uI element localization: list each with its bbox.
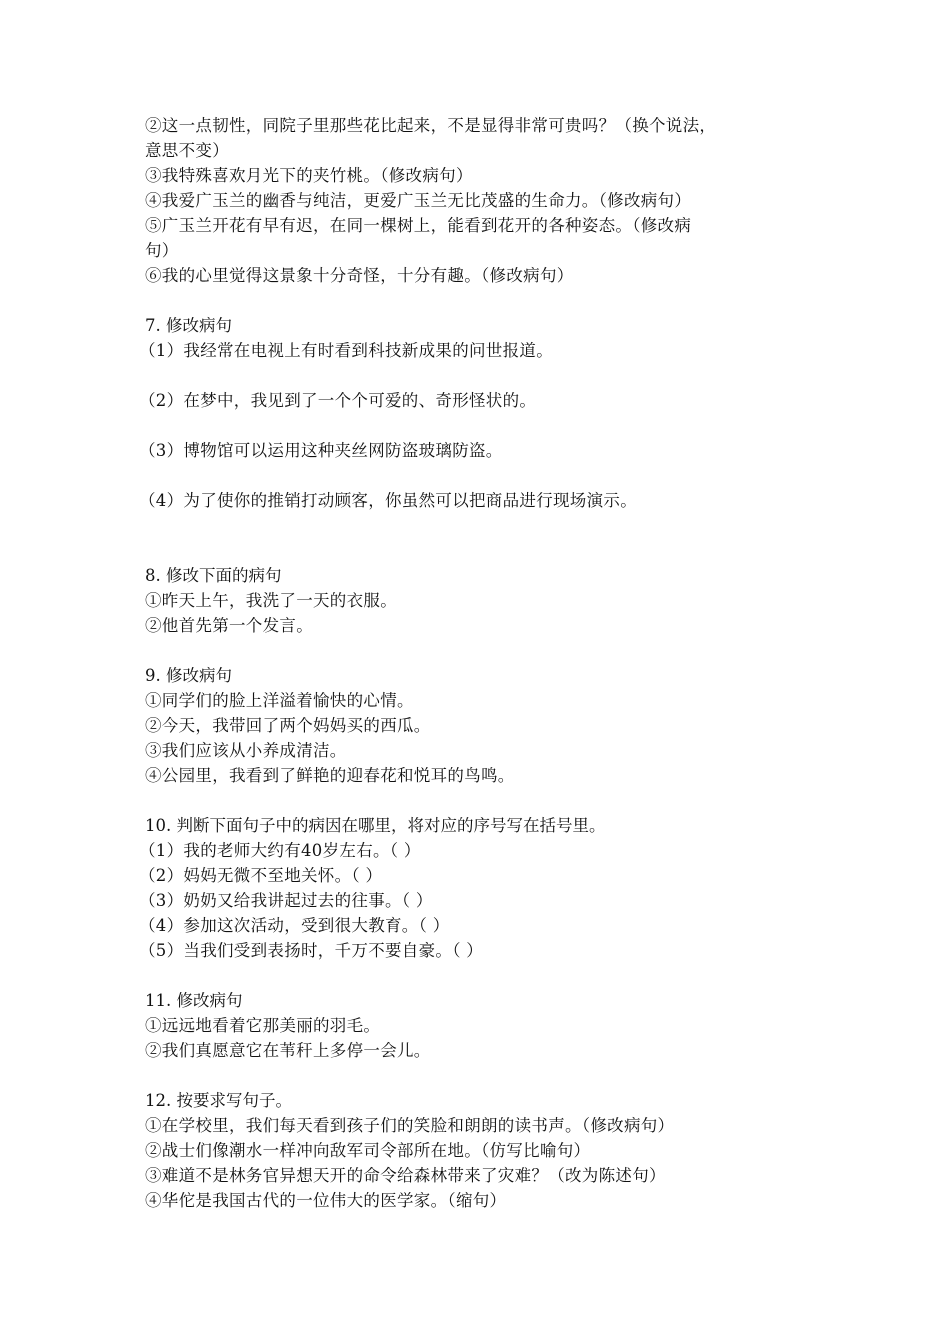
question-9-title: 9. 修改病句	[145, 666, 232, 685]
question-8-item-2: ②他首先第一个发言。	[145, 616, 313, 635]
question-9-item-2: ②今天，我带回了两个妈妈买的西瓜。	[145, 716, 431, 735]
intro-item-4: ④我爱广玉兰的幽香与纯洁，更爱广玉兰无比茂盛的生命力。（修改病句）	[145, 191, 692, 210]
question-10-item-2: （2）妈妈无微不至地关怀。（ ）	[139, 866, 383, 885]
question-9	[145, 663, 825, 788]
intro-section	[145, 113, 825, 288]
question-11-item-2: ②我们真愿意它在苇秆上多停一会儿。	[145, 1041, 431, 1060]
question-10-item-4: （4）参加这次活动，受到很大教育。（ ）	[139, 916, 450, 935]
question-10-item-3: （3）奶奶又给我讲起过去的往事。（ ）	[139, 891, 433, 910]
question-8-title: 8. 修改下面的病句	[145, 566, 282, 585]
question-8-item-1: ①昨天上午，我洗了一天的衣服。	[145, 591, 397, 610]
question-11-item-1: ①远远地看着它那美丽的羽毛。	[145, 1016, 381, 1035]
question-9-item-3: ③我们应该从小养成清洁。	[145, 741, 347, 760]
question-7-item-2: （2）在梦中，我见到了一个个可爱的、奇形怪状的。	[139, 391, 537, 410]
question-10	[139, 813, 825, 963]
document-page	[139, 113, 825, 1213]
intro-item-3: ③我特殊喜欢月光下的夹竹桃。（修改病句）	[145, 166, 473, 185]
question-10-title: 10. 判断下面句子中的病因在哪里，将对应的序号写在括号里。	[145, 816, 606, 835]
question-11-title: 11. 修改病句	[145, 991, 243, 1010]
question-7	[139, 313, 825, 513]
question-7-item-3: （3）博物馆可以运用这种夹丝网防盗玻璃防盗。	[139, 441, 503, 460]
question-8	[145, 563, 825, 638]
question-9-item-4: ④公园里，我看到了鲜艳的迎春花和悦耳的鸟鸣。	[145, 766, 515, 785]
question-12-title: 12. 按要求写句子。	[145, 1091, 292, 1110]
intro-item-6: ⑥我的心里觉得这景象十分奇怪，十分有趣。（修改病句）	[145, 266, 574, 285]
question-7-title: 7. 修改病句	[145, 316, 232, 335]
question-10-item-5: （5）当我们受到表扬时，千万不要自豪。（ ）	[139, 941, 484, 960]
question-12-item-2: ②战士们像潮水一样冲向敌军司令部所在地。（仿写比喻句）	[145, 1141, 591, 1160]
intro-item-5-line2: 句）	[145, 241, 179, 260]
question-12-item-1: ①在学校里，我们每天看到孩子们的笑脸和朗朗的读书声。（修改病句）	[145, 1116, 675, 1135]
intro-item-2-line1: ②这一点韧性，同院子里那些花比起来，不是显得非常可贵吗？（换个说法，	[145, 116, 717, 135]
question-7-item-1: （1）我经常在电视上有时看到科技新成果的问世报道。	[139, 341, 553, 360]
question-10-item-1: （1）我的老师大约有40岁左右。（ ）	[139, 841, 421, 860]
question-12	[145, 1088, 825, 1213]
question-9-item-1: ①同学们的脸上洋溢着愉快的心情。	[145, 691, 414, 710]
question-12-item-4: ④华佗是我国古代的一位伟大的医学家。（缩句）	[145, 1191, 507, 1210]
intro-item-5-line1: ⑤广玉兰开花有早有迟，在同一棵树上，能看到花开的各种姿态。（修改病	[145, 216, 692, 235]
intro-item-2-line2: 意思不变）	[145, 141, 229, 160]
question-7-item-4: （4）为了使你的推销打动顾客，你虽然可以把商品进行现场演示。	[139, 491, 637, 510]
question-12-item-3: ③难道不是林务官异想天开的命令给森林带来了灾难？（改为陈述句）	[145, 1166, 666, 1185]
question-11	[145, 988, 825, 1063]
